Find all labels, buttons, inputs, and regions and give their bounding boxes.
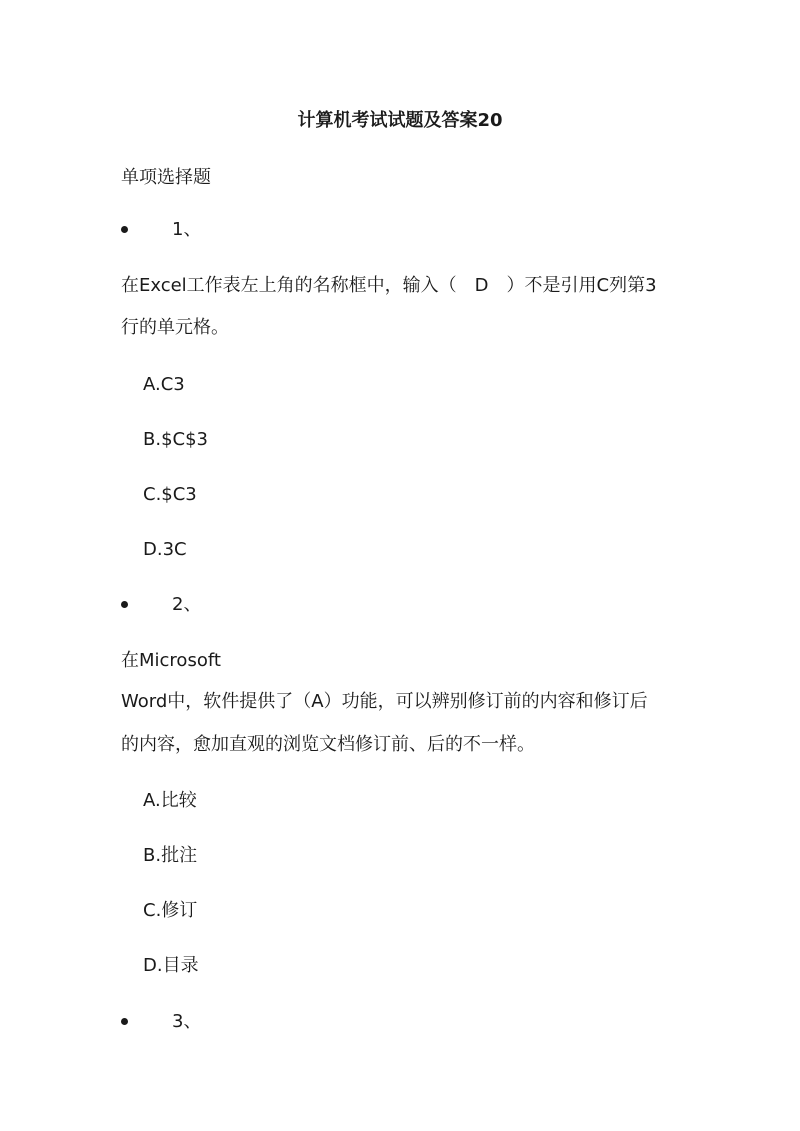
option-d: D.目录 <box>143 955 199 976</box>
question-number: 2、 <box>172 594 202 615</box>
option-a: A.比较 <box>143 790 197 811</box>
question-text-line: 在Excel工作表左上角的名称框中，输入（ D ）不是引用C列第3 <box>121 275 657 296</box>
option-a: A.C3 <box>143 374 185 395</box>
question-text-line: 的内容，愈加直观的浏览文档修订前、后的不一样。 <box>121 734 535 755</box>
question-text-line: 在Microsoft <box>121 650 221 671</box>
option-c: C.$C3 <box>143 484 197 505</box>
option-d: D.3C <box>143 539 187 560</box>
question-number: 3、 <box>172 1011 202 1032</box>
option-b: B.$C$3 <box>143 429 208 450</box>
question-number: 1、 <box>172 219 202 240</box>
bullet-icon <box>121 226 128 233</box>
bullet-icon <box>121 601 128 608</box>
option-c: C.修订 <box>143 900 198 921</box>
section-heading: 单项选择题 <box>121 167 211 188</box>
question-text-line: 行的单元格。 <box>121 317 229 338</box>
question-text-line: Word中，软件提供了（A）功能，可以辨别修订前的内容和修订后 <box>121 691 648 712</box>
option-b: B.批注 <box>143 845 198 866</box>
page-title: 计算机考试试题及答案20 <box>297 110 503 131</box>
bullet-icon <box>121 1018 128 1025</box>
